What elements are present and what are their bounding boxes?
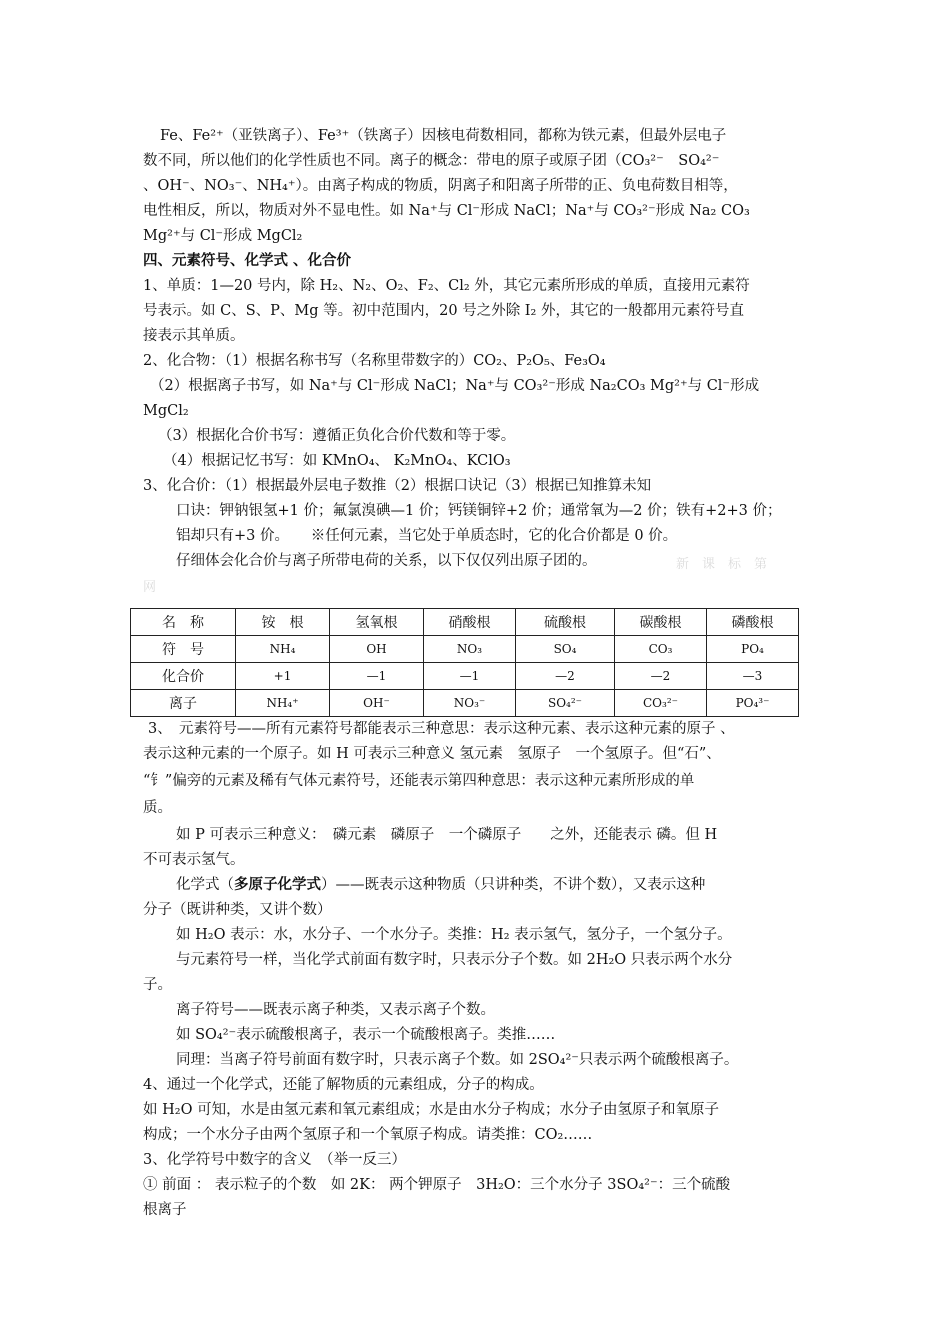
table-cell: CO₃ — [615, 636, 707, 663]
table-header-cell: 名 称 — [131, 609, 236, 636]
table-cell: —2 — [516, 663, 615, 690]
table-header-cell: 硝酸根 — [424, 609, 516, 636]
table-row — [131, 636, 799, 663]
paragraph-line: ① 前面 ： 表示粒子的个数 如 2K： 两个钾原子 3H₂O：三个水分子 3SO₄²⁻：三个硫酸 — [143, 1177, 731, 1193]
radical-table — [130, 608, 799, 717]
table-cell: NO₃⁻ — [424, 690, 516, 717]
table-cell: 符 号 — [131, 636, 236, 663]
table-header-cell: 氢氧根 — [330, 609, 424, 636]
table-cell: OH⁻ — [330, 690, 424, 717]
table-cell: —1 — [424, 663, 516, 690]
paragraph-line: Mg²⁺与 Cl⁻形成 MgCl₂ — [143, 228, 303, 244]
paragraph-line: 3、 元素符号——所有元素符号都能表示三种意思：表示这种元素、表示这种元素的原子 、 — [148, 721, 735, 737]
paragraph-line: 如 H₂O 可知，水是由氢元素和氧元素组成；水是由水分子构成；水分子由氢原子和氧原子 — [143, 1102, 720, 1118]
paragraph-line: 分子（既讲种类，又讲个数） — [143, 902, 332, 918]
paragraph-line: 2、化合物：（1）根据名称书写（名称里带数字的）CO₂、P₂O₅、Fe₃O₄ — [143, 353, 606, 369]
table-cell: —2 — [615, 663, 707, 690]
paragraph-line: 表示这种元素的一个原子。如 H 可表示三种意义 氢元素 氢原子 一个氢原子。但“石”、 — [143, 746, 721, 762]
table-header-cell: 硫酸根 — [516, 609, 615, 636]
table-cell: 离子 — [131, 690, 236, 717]
paragraph-line: 数不同，所以他们的化学性质也不同。离子的概念：带电的原子或原子团（CO₃²⁻ SO₄²⁻ — [143, 153, 720, 169]
table-cell: OH — [330, 636, 424, 663]
paragraph-line: 3、化合价：（1）根据最外层电子数推（2）根据口诀记（3）根据已知推算未知 — [143, 478, 652, 494]
paragraph-line: Fe、Fe²⁺（亚铁离子）、Fe³⁺（铁离子）因核电荷数相同，都称为铁元素，但最外层电子 — [160, 128, 727, 144]
table-cell: PO₄³⁻ — [707, 690, 799, 717]
paragraph-line: 同理：当离子符号前面有数字时，只表示离子个数。如 2SO₄²⁻只表示两个硫酸根离子。 — [176, 1052, 739, 1068]
paragraph-line: “钅”偏旁的元素及稀有气体元素符号，还能表示第四种意思：表示这种元素所形成的单 — [143, 773, 695, 789]
paragraph-line: 接表示其单质。 — [143, 328, 245, 344]
paragraph-line: 铝却只有+3 价。 ※任何元素，当它处于单质态时，它的化合价都是 0 价。 — [176, 528, 678, 544]
paragraph-line: 如 P 可表示三种意义： 磷元素 磷原子 一个磷原子 之外，还能表示 磷。但 H — [176, 827, 718, 843]
paragraph-line: 子。 — [143, 977, 172, 993]
paragraph-line: 质。 — [143, 800, 172, 816]
table-header-cell: 铵 根 — [236, 609, 330, 636]
paragraph-line: 1、单质：1—20 号内，除 H₂、N₂、O₂、F₂、Cl₂ 外，其它元素所形成的单质，直接用元素符 — [143, 278, 750, 294]
paragraph-line: 4、通过一个化学式，还能了解物质的元素组成，分子的构成。 — [143, 1077, 544, 1093]
paragraph-line: （4）根据记忆书写：如 KMnO₄、 K₂MnO₄、KClO₃ — [163, 453, 511, 469]
table-cell: CO₃²⁻ — [615, 690, 707, 717]
table-cell: NH₄⁺ — [236, 690, 330, 717]
paragraph-line: 不可表示氢气。 — [143, 852, 245, 868]
table-cell: NH₄ — [236, 636, 330, 663]
paragraph-line: 如 SO₄²⁻表示硫酸根离子，表示一个硫酸根离子。类推…… — [176, 1027, 556, 1043]
watermark-text: 网 — [143, 580, 157, 595]
table-header-cell: 磷酸根 — [707, 609, 799, 636]
paragraph-line: 离子符号——既表示离子种类，又表示离子个数。 — [176, 1002, 495, 1018]
table-cell: SO₄ — [516, 636, 615, 663]
table-row — [131, 690, 799, 717]
paragraph-line: 仔细体会化合价与离子所带电荷的关系，以下仅仅列出原子团的。 — [176, 553, 597, 569]
table-header-cell: 碳酸根 — [615, 609, 707, 636]
paragraph-line: 3、化学符号中数字的含义 （举一反三） — [143, 1152, 406, 1168]
paragraph-line: 与元素符号一样，当化学式前面有数字时，只表示分子个数。如 2H₂O 只表示两个水分 — [176, 952, 733, 968]
paragraph-line: 号表示。如 C、S、P、Mg 等。初中范围内，20 号之外除 I₂ 外，其它的一般都用元素符号直 — [143, 303, 744, 319]
paragraph-line: 构成；一个水分子由两个氢原子和一个氧原子构成。请类推：CO₂…… — [143, 1127, 593, 1143]
paragraph-line: （3）根据化合价书写：遵循正负化合价代数和等于零。 — [158, 428, 516, 444]
table-cell: —1 — [330, 663, 424, 690]
inline-text: ）——既表示这种物质（只讲种类，不讲个数），又表示这种 — [321, 877, 706, 893]
table-cell: PO₄ — [707, 636, 799, 663]
watermark-text: 新 课 标 第 — [676, 557, 768, 572]
inline-bold-text: 多原子化学式 — [234, 877, 321, 893]
table-cell: 化合价 — [131, 663, 236, 690]
inline-text: 化学式（ — [176, 877, 234, 893]
table-cell: SO₄²⁻ — [516, 690, 615, 717]
paragraph-line: MgCl₂ — [143, 403, 189, 419]
paragraph-line: 口诀：钾钠银氢+1 价；氟氯溴碘—1 价；钙镁铜锌+2 价；通常氧为—2 价；铁有+2+3 价； — [176, 503, 782, 519]
paragraph-line: （2）根据离子书写，如 Na⁺与 Cl⁻形成 NaCl；Na⁺与 CO₃²⁻形成 Na₂CO₃ Mg²⁺与 Cl⁻形成 — [150, 378, 760, 394]
paragraph-line: 电性相反，所以，物质对外不显电性。如 Na⁺与 Cl⁻形成 NaCl；Na⁺与 CO₃²⁻形成 Na₂ CO₃ — [143, 203, 750, 219]
table-row — [131, 663, 799, 690]
paragraph-line: 根离子 — [143, 1202, 187, 1218]
section-heading: 四、元素符号、化学式 、化合价 — [143, 253, 352, 269]
table-cell: —3 — [707, 663, 799, 690]
paragraph-line: 如 H₂O 表示：水，水分子、一个水分子。类推：H₂ 表示氢气，氢分子，一个氢分子。 — [176, 927, 732, 943]
table-row — [131, 609, 799, 636]
table-cell: NO₃ — [424, 636, 516, 663]
table-cell: +1 — [236, 663, 330, 690]
paragraph-line: 、OH⁻、NO₃⁻、NH₄⁺）。由离子构成的物质，阴离子和阳离子所带的正、负电荷数目相等， — [143, 178, 738, 194]
paragraph-line — [176, 875, 705, 895]
